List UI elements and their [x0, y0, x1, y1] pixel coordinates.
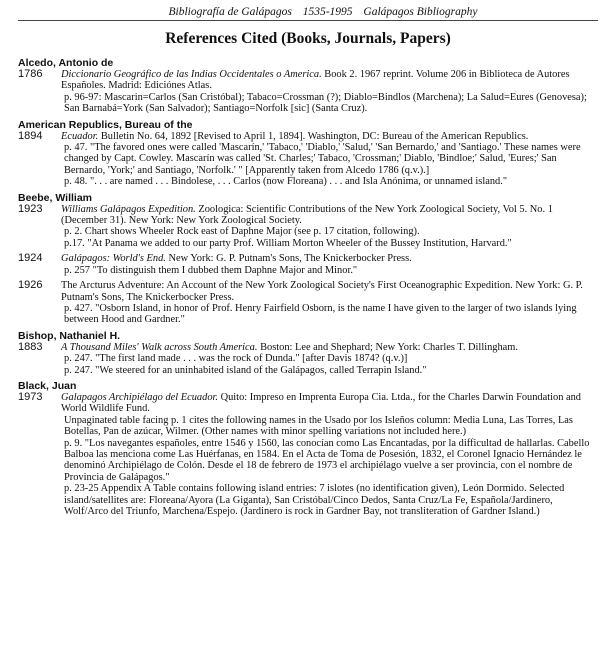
citation-details: Book 2. 1967 reprint. Volume 206 in Biblioteca de Autores Españoles. Madrid: Ediciónes Atlas.: [61, 69, 570, 92]
reference-body: [61, 392, 598, 517]
reference-year: 1923: [18, 202, 43, 215]
reference-item: [18, 280, 598, 326]
reference-note: p. 23-25 Appendix A Table contains following island entries: 7 islotes (no identification given), León Dormido. Selected island/satellites are: Floreana/Ayora (La Giganta), San Cristóbal/Cinco Dedos, Santa Cruz/La Fe, Española/Jardinero, Wolf/Arco del Triunfo, Marchena/Espejo. (Jardinero is rock in Gardner Bay, not transliteration of Gardner Island.): [64, 483, 565, 517]
reference-body: [61, 342, 598, 376]
reference-item: [18, 392, 598, 517]
reference-body: [61, 280, 598, 326]
author-entry: [18, 57, 598, 115]
citation-title: Diccionario Geográfico de las Indias Occidentales o America.: [61, 69, 322, 80]
author-name: Bishop, Nathaniel H.: [18, 329, 121, 342]
reference-note: p. 47. "The favored ones were called 'Mascarín,' 'Tabaco,' 'Diablo,' 'Salud,' 'San Bernardo,' and 'Santiago.' These names were changed by Capt. Cowley. Mascarín was called 'St. Charles;' Tabaco, 'Crossman;' Diablo, 'Bindloe;' Salud, 'Eures;' San Bernardo, 'York;' and Santiago, 'Norfolk.' " [Apparently taken from Alcedo 1786 (q.v.).]: [64, 142, 581, 176]
citation-title: Galapagos Archipiélago del Ecuador.: [61, 391, 218, 403]
author-name: Black, Juan: [18, 379, 77, 392]
citation: [61, 392, 598, 415]
citation-details: Quito: Impreso en Imprenta Europa Cia. Ltda., for the Charles Darwin Foundation and World Wildlife Fund.: [61, 391, 582, 415]
citation-title: Williams Galápagos Expedition.: [61, 203, 196, 215]
reference-note: p. 427. "Osborn Island, in honor of Prof. Henry Fairfield Osborn, is the name I have given to the larger of two islands lying between Hood and Gardner.": [64, 302, 577, 326]
reference-note: p. 96-97: Mascarin=Carlos (San Cristóbal); Tabaco=Crossman (?); Diablo=Bindlos (Marchena); La Salud=Eures (Genovesa); San Barnabá=York (San Salvador); Santiago=Norfolk [sic] (Santa Cruz).: [64, 91, 587, 115]
reference-body: [61, 253, 598, 276]
reference-year: 1786: [18, 68, 43, 80]
reference-item: [18, 253, 598, 276]
citation: [61, 69, 598, 92]
author-entry: [18, 192, 598, 326]
reference-note: p. 257 "To distinguish them I dubbed them Daphne Major and Minor.": [64, 264, 358, 276]
citation-title: Galápagos: World's End.: [61, 253, 166, 265]
reference-note: p. 247. "The first land made . . . was the rock of Dunda." [after Davis 1874? (q.v.)]: [64, 353, 408, 365]
author-name: Alcedo, Antonio de: [18, 57, 114, 69]
citation-details: Zoologica: Scientific Contributions of the New York Zoological Society, Vol 5. No. 1 (December 31). New York: New York Zoological Society.: [61, 203, 553, 227]
citation: [61, 204, 598, 227]
header-left: Bibliografía de Galápagos: [168, 6, 292, 18]
header-rule: [18, 20, 598, 21]
citation-details: The Arcturus Adventure: An Account of the New York Zoological Society's First Oceanographic Expedition. New York: G. P. Putnam's Sons, The Knickerbocker Press.: [61, 280, 583, 303]
reference-note: p. 48. ". . . are named . . . Bindolese, . . . Carlos (now Floreana) . . . and Isla Anónima, or unnamed island.": [64, 176, 508, 188]
reference-item: [18, 204, 598, 250]
citation: [61, 342, 598, 353]
reference-note: p.17. "At Panama we added to our party Prof. William Morton Wheeler of the Bussey Institution, Harvard.": [64, 237, 512, 249]
reference-item: [18, 342, 598, 376]
reference-year: 1926: [18, 279, 43, 292]
reference-body: [61, 204, 598, 250]
citation: [61, 253, 598, 264]
header-right: Galápagos Bibliography: [363, 6, 478, 18]
running-header: [48, 6, 598, 18]
page-title: References Cited (Books, Journals, Papers): [165, 30, 451, 47]
references-list: [18, 57, 598, 517]
reference-note: p. 9. "Los navegantes españoles, entre 1546 y 1560, las conocían como Las Encantadas, por la difficultad de hallarlas. Cabello Balboa las menciona come Las Huérfanas, en 1584. En el Acta de Toma de Posesión, 1832, el Coronel Ignacio Hernández le denominó Archipiélago de Colón. Desde el 18 de febrero de 1973 el archipiélago vuelve a ser provincia, con el nombre de Provincia de Galápagos.": [64, 437, 590, 483]
reference-year: 1973: [18, 390, 43, 403]
reference-note: Unpaginated table facing p. 1 cites the following names in the Usado por los Isleños column: Media Luna, Las Torres, Las Botellas, Pan de azúcar, Wilmer. (Other names with minor spelling variations not included here.): [64, 414, 573, 438]
author-entry: [18, 330, 598, 376]
citation-title: Ecuador.: [61, 130, 99, 142]
reference-year: 1883: [18, 340, 43, 353]
author-name: Beebe, William: [18, 191, 93, 204]
citation-details: Bulletin No. 64, 1892 [Revised to April 1, 1894]. Washington, DC: Bureau of the American Republics.: [98, 130, 529, 142]
reference-note: p. 247. "We steered for an uninhabited island of the Galápagos, called Terrapin Island.": [64, 364, 427, 376]
citation: [61, 131, 598, 142]
reference-year: 1924: [18, 252, 43, 265]
reference-item: [18, 69, 598, 115]
author-entry: [18, 119, 598, 188]
citation-title: A Thousand Miles' Walk across South America.: [61, 341, 258, 353]
reference-body: [61, 69, 598, 115]
header-center: 1535-1995: [302, 6, 353, 18]
citation-details: Boston: Lee and Shephard; New York: Charles T. Dillingham.: [257, 341, 518, 353]
author-name: American Republics, Bureau of the: [18, 118, 193, 131]
citation: [61, 280, 598, 303]
citation-details: New York: G. P. Putnam's Sons, The Knickerbocker Press.: [165, 253, 412, 265]
reference-body: [61, 131, 598, 188]
reference-item: [18, 131, 598, 188]
author-entry: [18, 380, 598, 517]
reference-year: 1894: [18, 129, 43, 142]
reference-note: p. 2. Chart shows Wheeler Rock east of Daphne Major (see p. 17 citation, following).: [64, 226, 420, 238]
